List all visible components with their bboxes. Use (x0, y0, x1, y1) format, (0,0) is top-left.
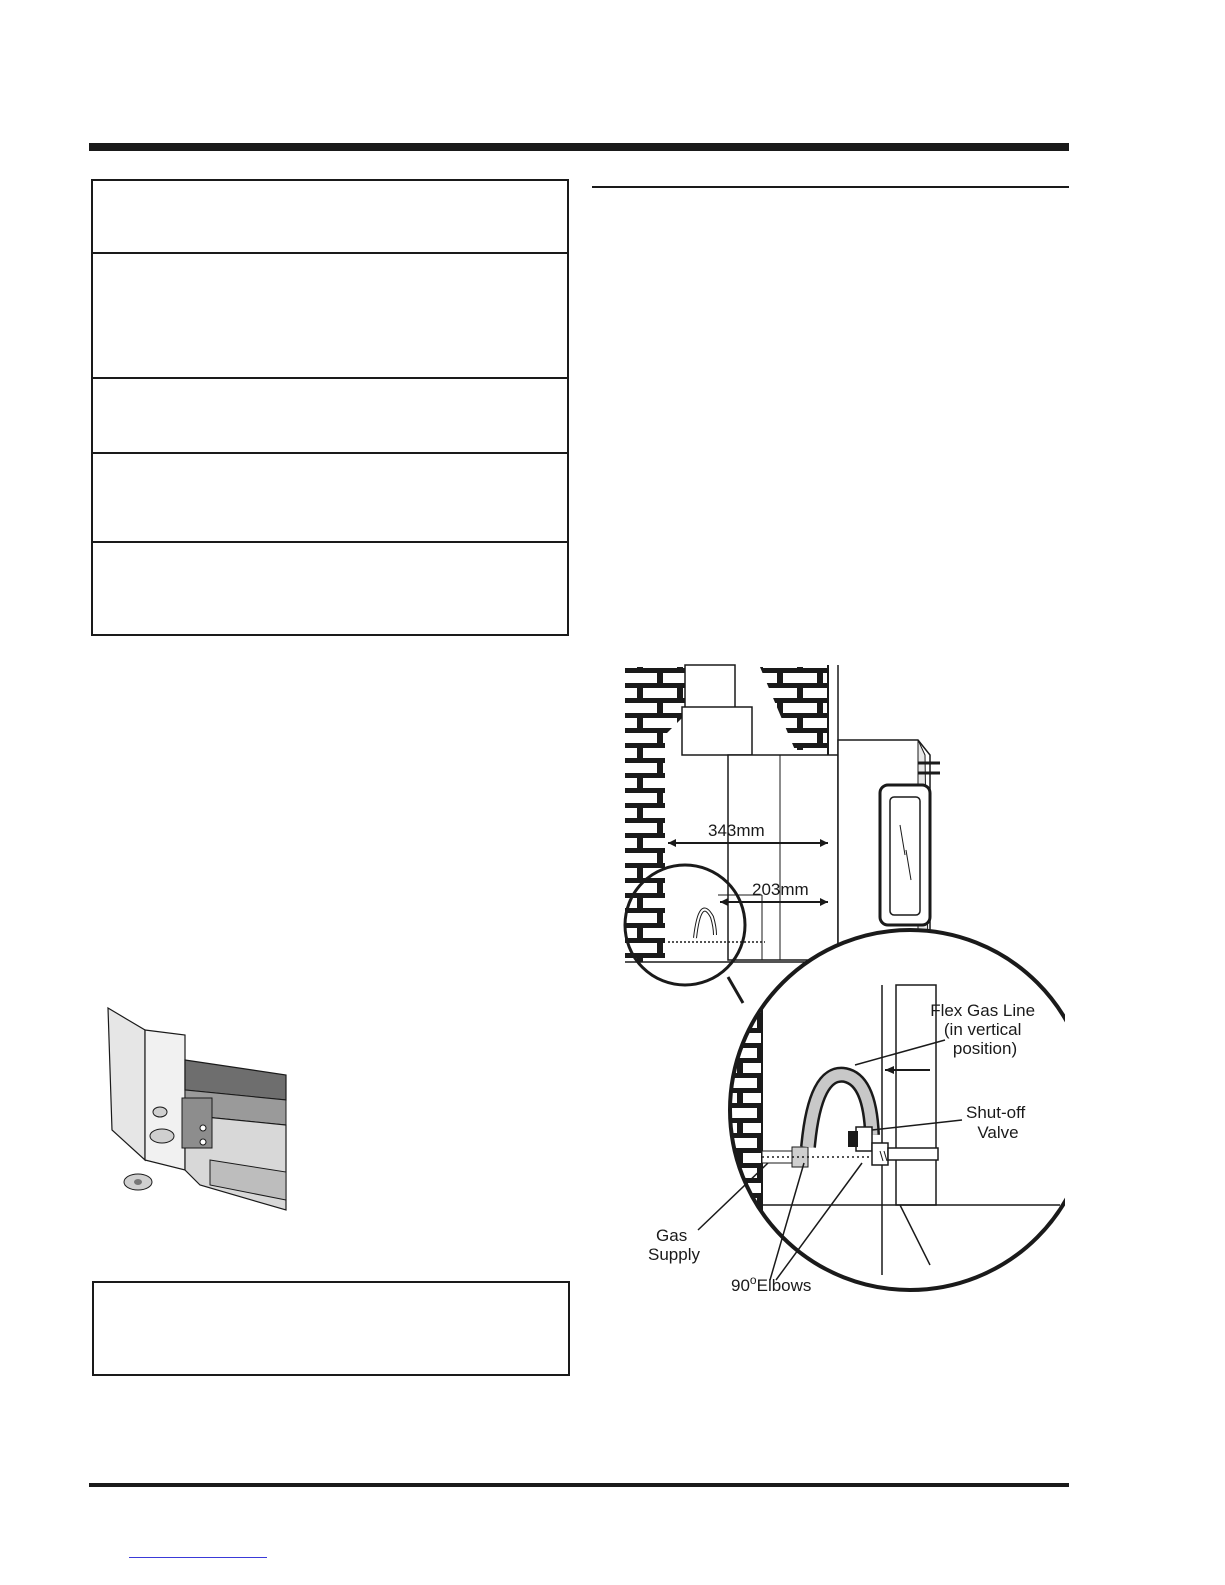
gas-supply-label: Gas Supply (648, 1226, 700, 1264)
table-divider (93, 541, 567, 543)
notice-box (92, 1281, 570, 1376)
dimension-203: 203mm (752, 880, 809, 899)
footer-link-underline[interactable] (129, 1557, 267, 1558)
table-divider (93, 252, 567, 254)
table-divider (93, 452, 567, 454)
wing-nut-bracket-illustration (100, 1000, 300, 1220)
shut-off-valve-label: Shut-off Valve (966, 1103, 1026, 1142)
flex-gas-line-label: Flex Gas Line (in vertical position) (930, 1001, 1036, 1058)
bottom-rule (89, 1483, 1069, 1487)
table-divider (93, 377, 567, 379)
gas-line-installation-diagram (600, 655, 1065, 1305)
dimension-343: 343mm (708, 821, 765, 840)
right-column-rule (592, 186, 1069, 188)
elbows-label: 90$^o$Elbows (731, 1273, 812, 1295)
top-rule (89, 143, 1069, 151)
brick-wall (625, 667, 665, 962)
notice-table (91, 179, 569, 636)
